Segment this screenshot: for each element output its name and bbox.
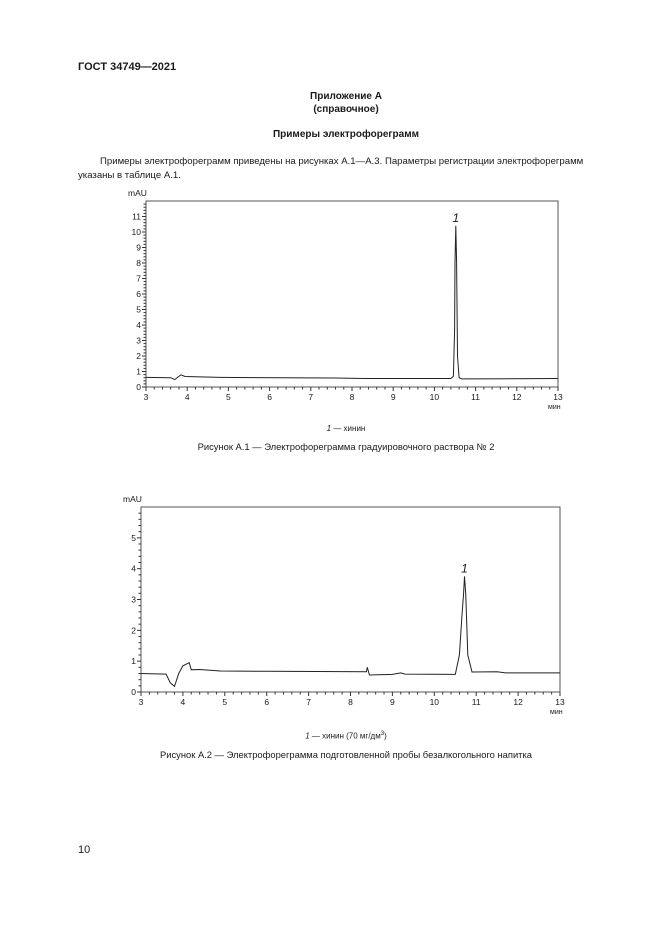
legend-close: ) bbox=[384, 731, 387, 741]
y-tick-label: 2 bbox=[131, 625, 136, 636]
plot-frame bbox=[146, 201, 558, 387]
x-tick-label: 6 bbox=[264, 697, 270, 707]
x-tick-label: 12 bbox=[513, 697, 523, 707]
appendix-title: Приложение А bbox=[310, 91, 382, 102]
y-tick-label: 6 bbox=[136, 289, 141, 299]
y-tick-label: 5 bbox=[136, 304, 141, 315]
legend-text: — хинин (70 мг/дм bbox=[309, 731, 381, 741]
y-tick-label: 10 bbox=[131, 227, 141, 237]
plot-frame bbox=[141, 507, 560, 692]
x-axis-unit: мин bbox=[550, 709, 563, 716]
figure-2-caption: Рисунок А.2 — Электрофореграмма подготовленной пробы безалкогольного напитка bbox=[159, 749, 533, 760]
legend-text: — хинин bbox=[331, 424, 366, 433]
x-tick-label: 12 bbox=[512, 392, 522, 402]
legend-number: 1 bbox=[326, 424, 332, 433]
x-tick-label: 8 bbox=[348, 697, 353, 707]
y-tick-label: 0 bbox=[131, 687, 136, 697]
y-axis-label: mAU bbox=[123, 494, 142, 504]
electropherogram-chart-2 bbox=[0, 486, 661, 726]
x-tick-label: 11 bbox=[471, 697, 481, 707]
y-tick-label: 2 bbox=[136, 351, 141, 361]
x-tick-label: 4 bbox=[184, 392, 190, 402]
document-code: ГОСТ 34749—2021 bbox=[78, 61, 177, 73]
x-tick-label: 10 bbox=[429, 697, 440, 707]
y-tick-label: 11 bbox=[132, 211, 141, 222]
x-tick-label: 5 bbox=[222, 697, 228, 707]
x-tick-label: 7 bbox=[306, 697, 311, 707]
x-tick-label: 3 bbox=[143, 392, 149, 402]
y-tick-label: 3 bbox=[136, 335, 141, 346]
x-tick-label: 10 bbox=[429, 392, 440, 402]
y-tick-label: 0 bbox=[136, 382, 141, 392]
x-tick-label: 9 bbox=[390, 697, 395, 707]
peak-label: 1 bbox=[452, 210, 460, 225]
x-axis-unit: мин bbox=[548, 404, 561, 411]
y-tick-label: 1 bbox=[136, 366, 141, 377]
figure-1-legend bbox=[0, 424, 661, 433]
section-title: Примеры электрофореграмм bbox=[272, 129, 420, 140]
x-tick-label: 9 bbox=[390, 392, 396, 402]
x-tick-label: 13 bbox=[553, 392, 563, 402]
legend-number: 1 bbox=[305, 731, 310, 741]
signal-trace bbox=[141, 576, 560, 686]
x-tick-label: 11 bbox=[471, 392, 481, 402]
y-tick-label: 8 bbox=[136, 258, 141, 268]
x-tick-label: 3 bbox=[138, 697, 144, 707]
page-number: 10 bbox=[78, 844, 91, 856]
appendix-subtitle: (справочное) bbox=[313, 104, 379, 115]
figure-1-caption: Рисунок А.1 — Электрофореграмма градуировочного раствора № 2 bbox=[197, 441, 495, 452]
figure-2-legend bbox=[0, 731, 661, 741]
x-tick-label: 13 bbox=[555, 697, 565, 707]
legend-sup: 3 bbox=[380, 731, 385, 737]
x-tick-label: 5 bbox=[226, 392, 231, 402]
y-axis-label: mAU bbox=[128, 188, 147, 198]
x-tick-label: 6 bbox=[267, 392, 272, 402]
x-tick-label: 7 bbox=[308, 392, 314, 402]
signal-trace bbox=[146, 226, 558, 380]
peak-label: 1 bbox=[461, 561, 468, 576]
y-tick-label: 4 bbox=[131, 563, 136, 574]
x-tick-label: 4 bbox=[180, 697, 186, 707]
y-tick-label: 3 bbox=[131, 594, 136, 605]
y-tick-label: 4 bbox=[136, 320, 141, 330]
electropherogram-chart-1 bbox=[0, 180, 661, 420]
intro-paragraph: Примеры электрофореграмм приведены на рисунках А.1—А.3. Параметры регистрации электрофореграмм указаны в таблице А.1. bbox=[78, 156, 584, 181]
y-tick-label: 1 bbox=[131, 656, 136, 667]
y-tick-label: 7 bbox=[136, 273, 141, 284]
x-tick-label: 8 bbox=[349, 392, 355, 402]
y-tick-label: 5 bbox=[131, 532, 136, 543]
y-tick-label: 9 bbox=[136, 242, 141, 253]
